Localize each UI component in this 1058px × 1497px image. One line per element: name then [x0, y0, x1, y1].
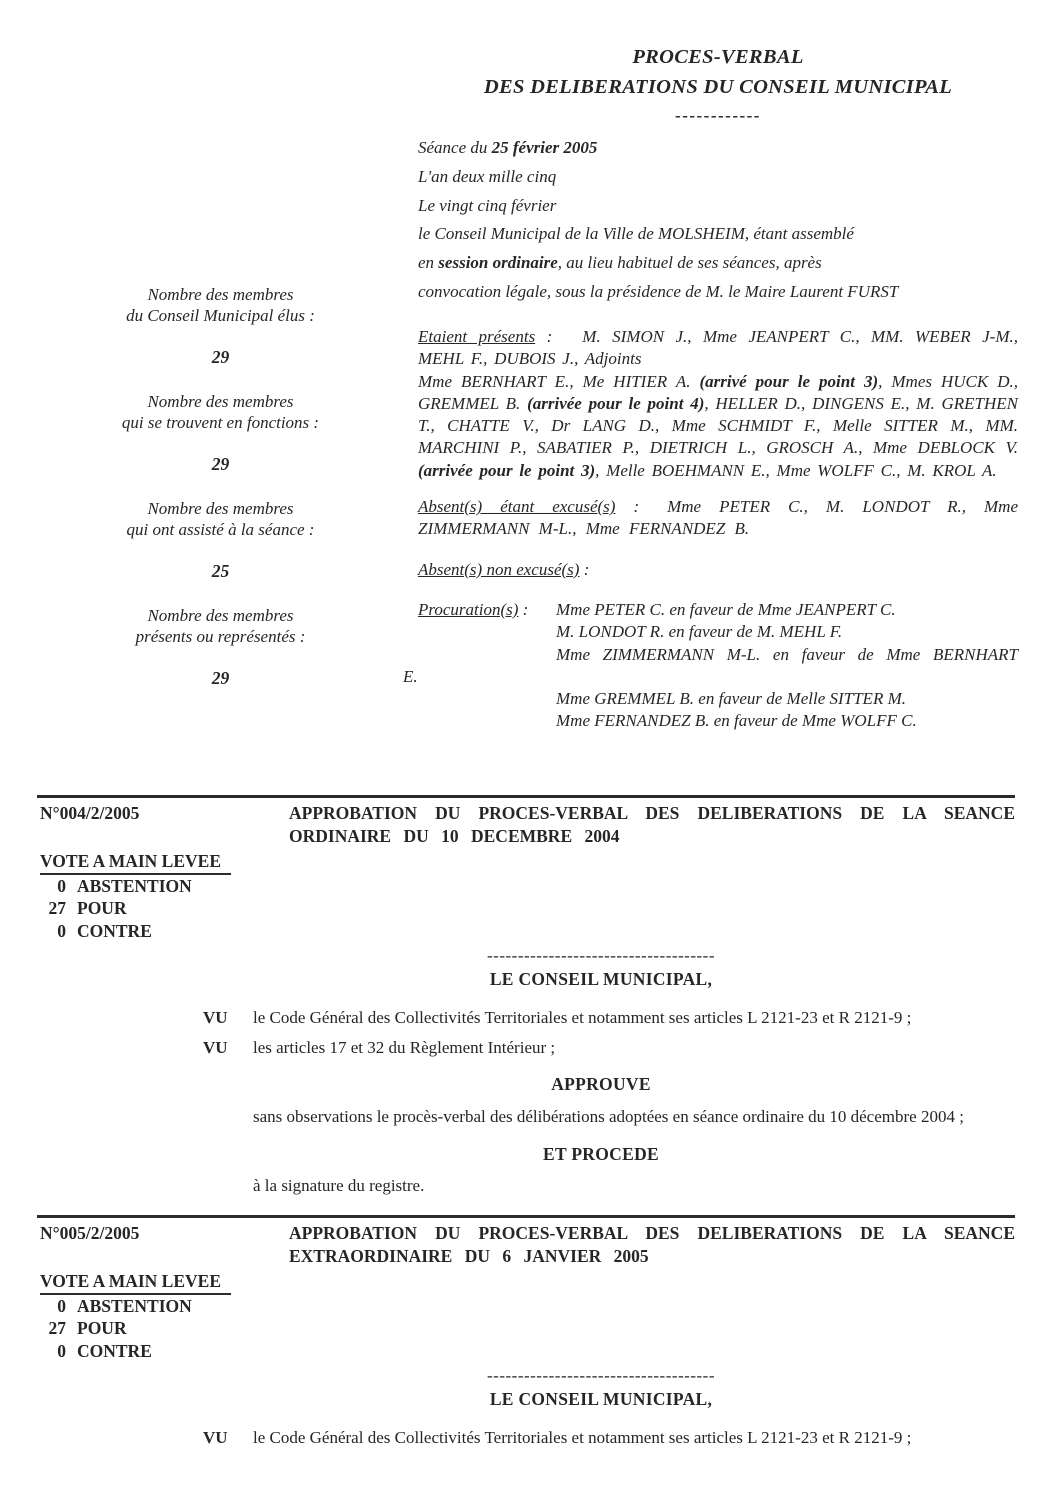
- dashed-divider: -------------------------------------: [487, 1365, 715, 1385]
- vote-abstention-label: ABSTENTION: [77, 876, 192, 896]
- vote-abstention-count: 0: [57, 1296, 66, 1316]
- vote-abstention-count: 0: [57, 876, 66, 896]
- vote-abstention: [37, 875, 1015, 897]
- procurations-label: Procuration(s) :: [418, 599, 529, 619]
- deliberation-004: [37, 795, 1015, 1197]
- procede-text: à la signature du registre.: [253, 1175, 425, 1195]
- vote-pour-label: POUR: [77, 1318, 127, 1339]
- vote-heading: VOTE A MAIN LEVEE: [40, 850, 231, 875]
- vote-pour: [37, 1317, 1015, 1339]
- vote-contre: [37, 1340, 1015, 1362]
- count-attended-label-2: qui ont assisté à la séance :: [126, 520, 315, 539]
- count-represented-label-2: présents ou représentés :: [135, 627, 306, 646]
- procuration-entry: M. LONDOT R. en faveur de M. MEHL F.: [556, 622, 843, 642]
- vu-label: VU: [203, 1007, 228, 1027]
- session-convocation-line: convocation légale, sous la présidence de M. le Maire Laurent FURST: [418, 281, 899, 301]
- procuration-entry: Mme PETER C. en faveur de Mme JEANPERT C.: [556, 599, 896, 619]
- procuration-entry: Mme ZIMMERMANN M-L. en faveur de Mme BERNHART: [556, 644, 1018, 664]
- vu-clause: [203, 1037, 1015, 1059]
- vote-contre-label: CONTRE: [77, 1340, 152, 1361]
- deliberation-title: APPROBATION DU PROCES-VERBAL DES DELIBERATIONS DE LA SEANCE EXTRAORDINAIRE DU 6 JANVIER 2005: [289, 1223, 1015, 1266]
- count-attended: [68, 498, 373, 582]
- document-title-line-1: PROCES-VERBAL: [632, 46, 804, 68]
- present-members-list: Mme BERNHART E., Me HITIER A. (arrivé pour le point 3), Mmes HUCK D., GREMMEL B. (arrivée pour le point 4), HELLER D., DINGENS E., M. GRETHEN T., CHATTE V., Dr LANG D., Mme SCHMIDT F., Melle SITTER M., MM. MARCHINI P., SABATIER P., DIETRICH L., GROSCH A., Mme DEBLOCK V. (arrivée pour le point 3), Melle BOEHMANN E., Mme WOLFF C., M. KROL A.: [418, 371, 1019, 480]
- session-intro: [418, 134, 1018, 307]
- absent-excused-line: Absent(s) étant excusé(s) : Mme PETER C., M. LONDOT R., Mme ZIMMERMANN M-L., Mme FERNANDEZ B.: [418, 497, 1018, 539]
- vu-label: VU: [203, 1037, 228, 1057]
- title-dash-separator: ------------: [675, 106, 761, 125]
- count-elected-value: 29: [211, 347, 230, 367]
- session-date-line: Séance du 25 février 2005: [418, 138, 598, 157]
- vote-pour-count: 27: [48, 1318, 66, 1339]
- deliberation-title: APPROBATION DU PROCES-VERBAL DES DELIBERATIONS DE LA SEANCE ORDINAIRE DU 10 DECEMBRE 2004: [289, 803, 1015, 846]
- vote-abstention-label: ABSTENTION: [77, 1296, 192, 1316]
- attendance-column: [403, 326, 1019, 733]
- count-represented-label-1: Nombre des membres: [147, 606, 294, 625]
- vu-text: le Code Général des Collectivités Territoriales et notamment ses articles L 2121-23 et R 2121-9 ;: [253, 1007, 912, 1027]
- procede-heading: ET PROCEDE: [543, 1143, 659, 1164]
- vote-contre-count: 0: [57, 920, 66, 941]
- section-top-rule: [37, 1215, 1015, 1218]
- count-in-office-label-2: qui se trouvent en fonctions :: [121, 413, 320, 432]
- member-counts-column: [68, 284, 373, 712]
- approuve-heading: APPROUVE: [551, 1073, 651, 1094]
- session-assembly-line: le Conseil Municipal de la Ville de MOLSHEIM, étant assemblé: [418, 224, 854, 244]
- count-attended-value: 25: [211, 561, 230, 581]
- count-represented: [68, 605, 373, 689]
- approuve-text: sans observations le procès-verbal des délibérations adoptées en séance ordinaire du 10 décembre 2004 ;: [253, 1106, 964, 1126]
- count-in-office-label-1: Nombre des membres: [147, 392, 294, 411]
- vote-abstention: [37, 1295, 1015, 1317]
- count-represented-value: 29: [211, 668, 230, 688]
- procuration-entry-wrap: E.: [403, 666, 418, 686]
- dashed-divider: -------------------------------------: [487, 945, 715, 965]
- vote-pour: [37, 897, 1015, 919]
- vote-heading: VOTE A MAIN LEVEE: [40, 1270, 231, 1295]
- vote-pour-count: 27: [48, 898, 66, 919]
- vote-contre-label: CONTRE: [77, 920, 152, 941]
- vote-contre: [37, 920, 1015, 942]
- count-elected-label-1: Nombre des membres: [147, 285, 294, 304]
- procurations-block: [403, 599, 1018, 733]
- vote-contre-count: 0: [57, 1340, 66, 1361]
- vu-text: le Code Général des Collectivités Territoriales et notamment ses articles L 2121-23 et R 2121-9 ;: [253, 1427, 912, 1447]
- vu-text: les articles 17 et 32 du Règlement Intérieur ;: [253, 1037, 556, 1057]
- session-type-line: en session ordinaire, au lieu habituel de ses séances, après: [418, 253, 822, 273]
- count-elected-label-2: du Conseil Municipal élus :: [126, 306, 315, 325]
- council-heading: LE CONSEIL MUNICIPAL,: [489, 968, 713, 989]
- vote-pour-label: POUR: [77, 898, 127, 919]
- count-in-office: [68, 391, 373, 475]
- document-title-line-2: DES DELIBERATIONS DU CONSEIL MUNICIPAL: [483, 76, 953, 98]
- session-day-line: Le vingt cinq février: [418, 195, 557, 215]
- count-elected: [68, 284, 373, 368]
- session-year-line: L'an deux mille cinq: [418, 166, 557, 186]
- deliberation-005: [37, 1215, 1015, 1449]
- procuration-entry: Mme FERNANDEZ B. en faveur de Mme WOLFF C.: [556, 711, 917, 731]
- deliberation-number: N°005/2/2005: [40, 1223, 140, 1243]
- document-title: [418, 42, 1018, 102]
- absent-not-excused-line: Absent(s) non excusé(s) :: [418, 559, 590, 579]
- count-in-office-value: 29: [211, 454, 230, 474]
- present-members-intro: Etaient présents : M. SIMON J., Mme JEANPERT C., MM. WEBER J-M., MEHL F., DUBOIS J., Adjoints: [418, 327, 1018, 369]
- vu-label: VU: [203, 1427, 228, 1447]
- deliberation-number: N°004/2/2005: [40, 803, 140, 823]
- count-attended-label-1: Nombre des membres: [147, 499, 294, 518]
- vu-clause: [203, 1007, 1015, 1029]
- procuration-entry: Mme GREMMEL B. en faveur de Melle SITTER M.: [556, 689, 906, 709]
- section-top-rule: [37, 795, 1015, 798]
- council-heading: LE CONSEIL MUNICIPAL,: [489, 1388, 713, 1409]
- vu-clause: [203, 1427, 1015, 1449]
